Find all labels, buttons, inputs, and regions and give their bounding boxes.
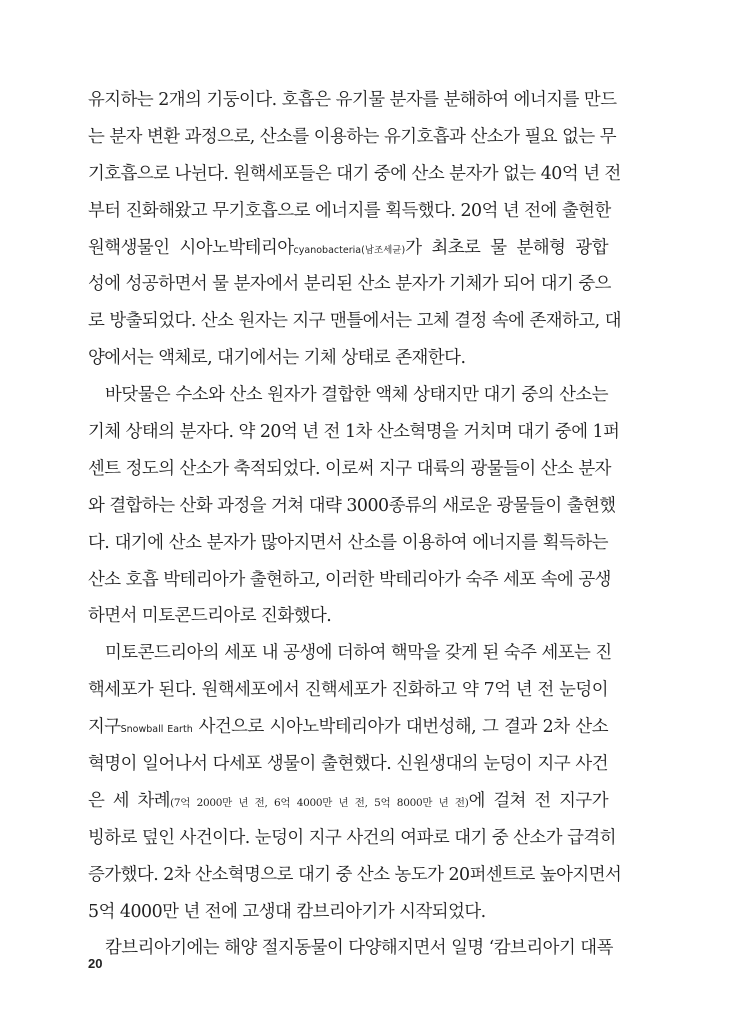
text-segment: 5억 4000만 년 전에 고생대 캄브리아기가 시작되었다. [88,901,486,922]
text-line [88,455,611,492]
text-line [88,492,616,529]
text-segment: 에 걸쳐 전 지구가 [468,790,609,811]
text-segment: 원핵생물인 시아노박테리아 [88,237,294,258]
text-segment: 지구 [88,717,121,738]
text-segment: 로 방출되었다. 산소 원자는 지구 맨틀에서는 고체 결정 속에 존재하고, 대 [88,311,622,332]
page-number: 20 [88,956,103,971]
text-line [88,270,611,307]
text-segment: 증가했다. 2차 산소혁명으로 대기 중 산소 농도가 20퍼센트로 높아지면서 [88,864,622,885]
text-line [88,86,617,123]
text-segment: 다. 대기에 산소 분자가 많아지면서 산소를 이용하여 에너지를 획득하는 [88,532,608,553]
text-segment: 양에서는 액체로, 대기에서는 기체 상태로 존재한다. [88,348,466,369]
text-segment: 캄브리아기에는 해양 절지동물이 다양해지면서 일명 ‘캄브리아기 대폭 [105,938,613,959]
text-segment: 성에 성공하면서 물 분자에서 분리된 산소 분자가 기체가 되어 대기 중으 [88,274,611,295]
text-line [88,639,612,676]
text-segment: 는 분자 변환 과정으로, 산소를 이용하는 유기호흡과 산소가 필요 없는 무 [88,126,616,147]
text-segment: 빙하로 덮인 사건이다. 눈덩이 지구 사건의 여파로 대기 중 산소가 급격히 [88,827,616,848]
text-line [88,197,611,234]
text-segment: 미토콘드리아의 세포 내 공생에 더하여 핵막을 갖게 된 숙주 세포는 진 [105,643,612,664]
text-line [88,898,608,935]
text-segment: 바닷물은 수소와 산소 원자가 결합한 액체 상태지만 대기 중의 산소는 [105,385,608,406]
text-segment: 기체 상태의 분자다. 약 20억 년 전 1차 산소혁명을 거치며 대기 중에 1퍼 [88,422,620,443]
inline-annotation: Snowball Earth [120,724,193,736]
text-segment: 와 결합하는 산화 과정을 거쳐 대략 3000종류의 새로운 광물들이 출현했 [88,495,616,516]
text-line [88,713,608,750]
text-line [88,234,608,271]
inline-annotation: (남조세균) [361,244,406,256]
text-line [88,566,611,603]
inline-annotation: cyanobacteria [293,244,362,256]
text-line [88,676,608,713]
text-line [88,824,616,861]
text-line [88,307,622,344]
text-line [88,123,616,160]
text-segment: 기호흡으로 나뉜다. 원핵세포들은 대기 중에 산소 분자가 없는 40억 년 전 [88,163,621,184]
text-line [88,787,608,824]
text-line [88,418,620,455]
text-segment: 센트 정도의 산소가 축적되었다. 이로써 지구 대륙의 광물들이 산소 분자 [88,458,611,479]
text-segment: 유지하는 2개의 기둥이다. 호흡은 유기물 분자를 분해하여 에너지를 만드 [88,90,617,110]
text-line [88,934,613,971]
text-segment: 은 세 차례 [88,790,171,811]
text-segment: 핵세포가 된다. 원핵세포에서 진핵세포가 진화하고 약 7억 년 전 눈덩이 [88,680,608,701]
text-segment: 혁명이 일어나서 다세포 생물이 출현했다. 신원생대의 눈덩이 지구 사건 [88,754,608,775]
text-segment: 가 최초로 물 분해형 광합 [405,237,608,258]
inline-annotation: (7억 2000만 년 전, 6억 4000만 년 전, 5억 8000만 년 전) [170,796,469,809]
text-line [88,344,608,381]
text-line [88,861,622,898]
body-text [88,86,622,971]
text-line [88,381,608,418]
text-segment: 사건으로 시아노박테리아가 대번성해, 그 결과 2차 산소 [192,717,608,738]
text-line [88,160,621,197]
text-segment: 부터 진화해왔고 무기호흡으로 에너지를 획득했다. 20억 년 전에 출현한 [88,200,611,221]
text-line [88,529,608,566]
text-segment: 하면서 미토콘드리아로 진화했다. [88,606,332,627]
text-line [88,750,608,787]
text-line [88,602,608,639]
text-segment: 산소 호흡 박테리아가 출현하고, 이러한 박테리아가 숙주 세포 속에 공생 [88,569,611,590]
